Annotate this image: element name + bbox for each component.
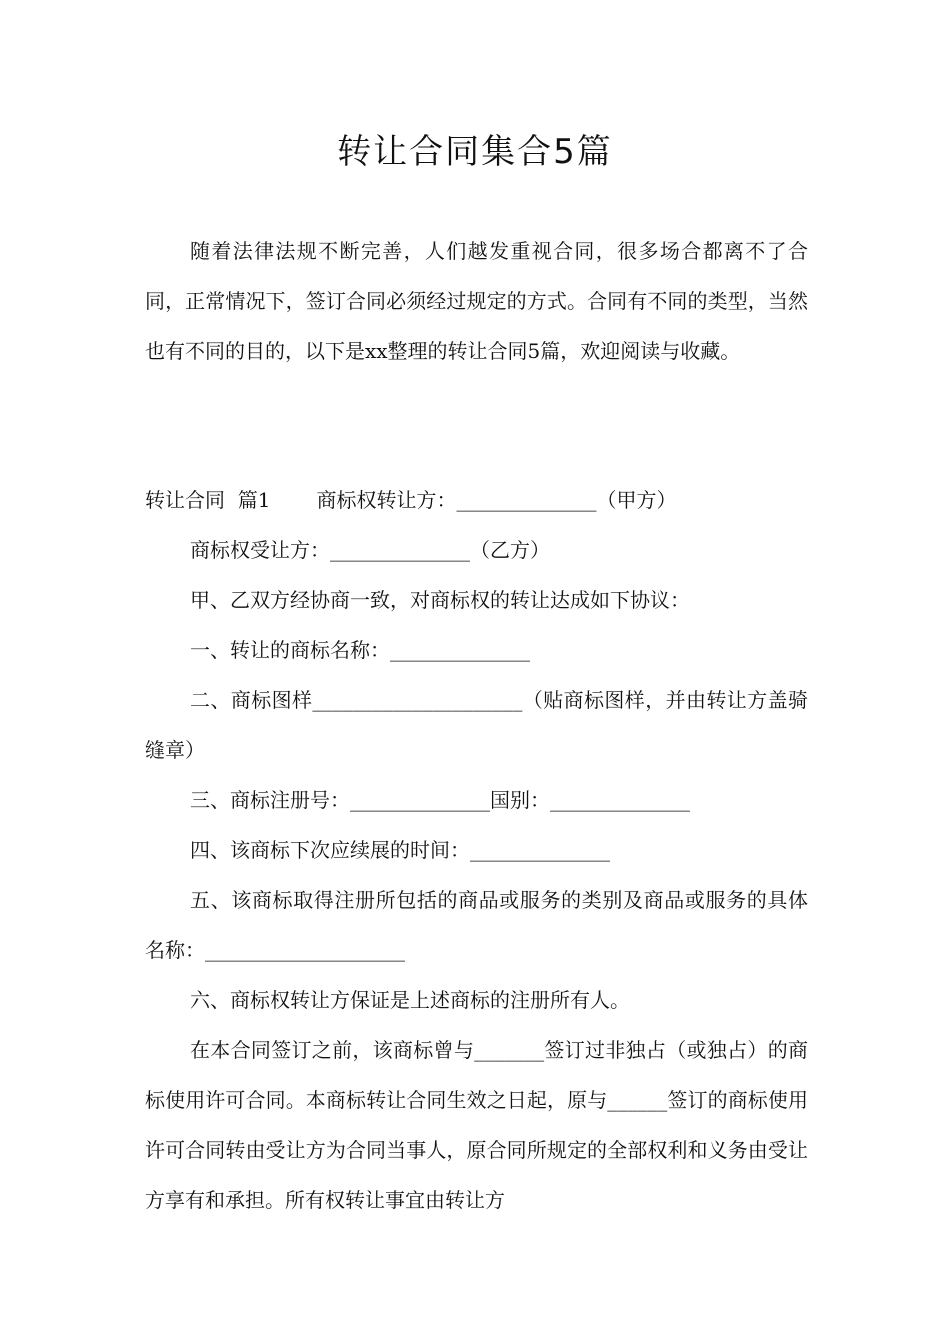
intro-paragraph: 随着法律法规不断完善，人们越发重视合同，很多场合都离不了合同，正常情况下，签订合同必须经过规定的方式。合同有不同的类型，当然也有不同的目的，以下是xx整理的转让合同5篇，欢迎阅读与收藏。 bbox=[145, 239, 808, 363]
clause-3: 三、商标注册号：______________国别：______________ bbox=[190, 788, 690, 812]
clause-4: 四、该商标下次应续展的时间：______________ bbox=[190, 838, 610, 862]
section-heading: 转让合同 篇1 bbox=[145, 488, 271, 512]
section-heading-line bbox=[145, 475, 808, 525]
clause-2: 二、商标图样_____________________（贴商标图样，并由转让方盖骑缝章） bbox=[145, 688, 808, 762]
party-a-line: 商标权转让方：______________（甲方） bbox=[316, 488, 677, 512]
clause-1: 一、转让的商标名称：______________ bbox=[190, 638, 530, 662]
clause-5: 五、该商标取得注册所包括的商品或服务的类别及商品或服务的具体名称：____________________ bbox=[145, 888, 808, 962]
agreement-line: 甲、乙双方经协商一致，对商标权的转让达成如下协议： bbox=[190, 588, 690, 612]
party-b-line: 商标权受让方：______________（乙方） bbox=[190, 538, 550, 562]
document-title: 转让合同集合5篇 bbox=[337, 132, 613, 172]
clause-6: 六、商标权转让方保证是上述商标的注册所有人。 bbox=[190, 988, 630, 1012]
final-paragraph: 在本合同签订之前，该商标曾与_______签订过非独占（或独占）的商标使用许可合同。本商标转让合同生效之日起，原与______签订的商标使用许可合同转由受让方为合同当事人，原合同所规定的全部权利和义务由受让方享有和承担。所有权转让事宜由转让方 bbox=[145, 1038, 808, 1212]
